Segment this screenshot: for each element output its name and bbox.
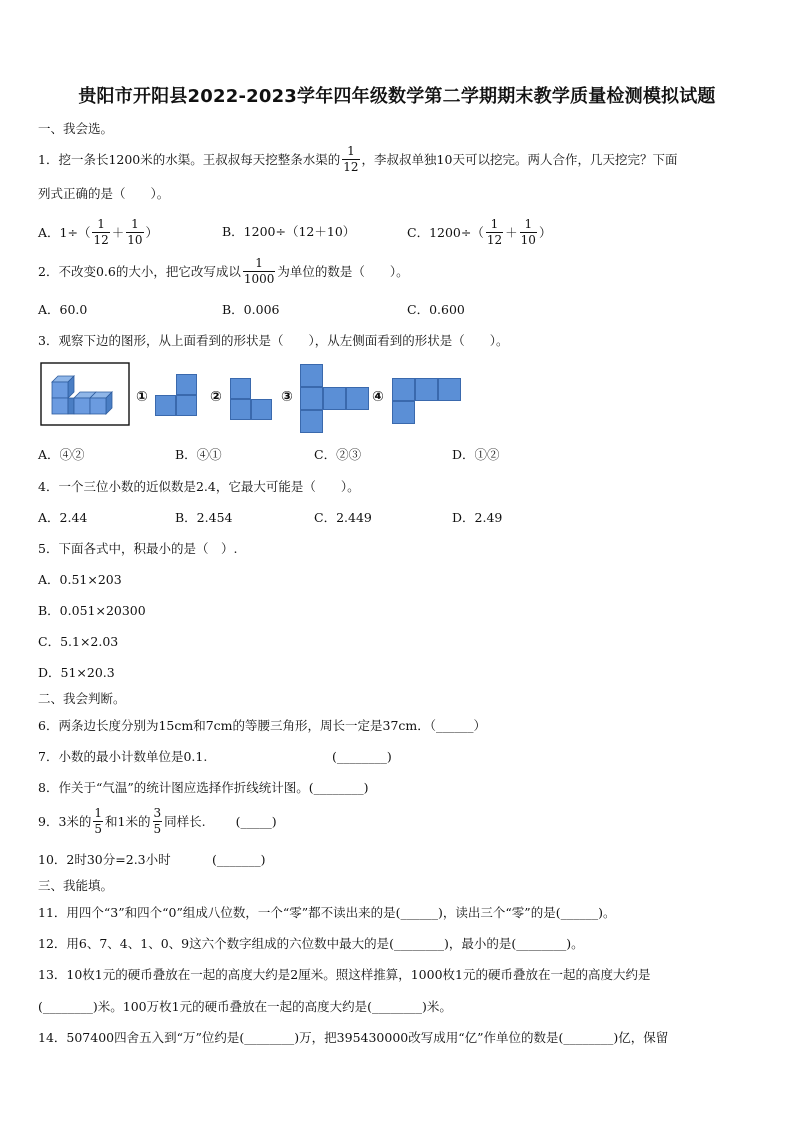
question-3-option-d[interactable]: D．①② [452,447,500,462]
question-9-text-a: 9．3米的 [38,813,92,829]
fraction [153,807,163,837]
question-5: 5．下面各式中，积最小的是（ ）. [38,541,238,556]
question-13-line1: 13．10枚1元的硬币叠放在一起的高度大约是2厘米。照这样推算，1000枚1元的硬币叠放在一起的高度大约是 [38,967,651,982]
question-3-option-c[interactable]: C．②③ [314,447,362,462]
view-label-4: ④ [372,389,384,405]
question-2-option-a[interactable]: A．60.0 [38,302,88,317]
question-4: 4．一个三位小数的近似数是2.4，它最大可能是（ ）。 [38,479,360,494]
question-1-text-a: 1．挖一条长1200米的水渠。王叔叔每天挖整条水渠的 [38,151,341,167]
question-4-option-d[interactable]: D．2.49 [452,510,503,525]
fraction [126,218,143,248]
question-3-option-b[interactable]: B．④① [175,447,222,462]
view-label-3: ③ [281,389,293,405]
fraction-denominator: 12 [486,233,503,247]
fraction-numerator: 3 [153,806,162,821]
question-1-line2: 列式正确的是（ ）。 [38,186,170,201]
question-4-option-a[interactable]: A．2.44 [38,510,88,525]
question-3-figures [38,362,558,432]
section-heading-2: 二、我会判断。 [38,691,126,706]
fraction [486,218,503,248]
question-7-answer-blank[interactable]: (________) [332,749,392,764]
question-4-option-b[interactable]: B．2.454 [175,510,233,525]
question-9-answer-blank[interactable]: (_____) [235,813,277,829]
page-title: 贵阳市开阳县2022-2023学年四年级数学第二学期期末教学质量检测模拟试题 [78,86,716,107]
plus-sign: ＋ [505,224,518,240]
question-2-text-b: 为单位的数是（ ）。 [277,263,409,279]
question-2 [38,254,409,290]
fraction-denominator: 12 [343,160,359,174]
question-3: 3．观察下边的图形，从上面看到的形状是（ ），从左侧面看到的形状是（ ）。 [38,333,509,348]
question-1-option-c[interactable] [407,215,551,251]
fraction-numerator: 1 [94,806,103,821]
option-text: ） [145,224,159,240]
fraction-numerator: 1 [97,217,105,232]
question-1-text-b: ，李叔叔单独10天可以挖完。两人合作，几天挖完？下面 [361,151,678,167]
fraction [92,218,109,248]
fraction-denominator: 10 [127,233,143,247]
question-3-option-a[interactable]: A．④② [38,447,85,462]
fraction-denominator: 5 [153,822,162,836]
option-text: ） [538,224,552,240]
section-heading-1: 一、我会选。 [38,121,114,136]
view-label-1: ① [136,389,148,405]
option-text: C．1200÷（ [407,224,484,240]
fraction-numerator: 1 [255,256,263,271]
fraction-numerator: 1 [490,217,499,232]
question-2-option-b[interactable]: B．0.006 [222,302,280,317]
question-1 [38,142,677,178]
question-2-option-c[interactable]: C．0.600 [407,302,465,317]
fraction-denominator: 10 [520,233,536,247]
fraction-denominator: 12 [93,233,109,247]
fraction-numerator: 1 [347,144,355,159]
option-text: A．1÷（ [38,224,91,240]
plus-sign: ＋ [111,224,125,240]
question-1-option-b[interactable]: B．1200÷（12＋10） [222,224,356,239]
fraction-denominator: 5 [94,822,103,836]
fraction-numerator: 1 [524,217,533,232]
question-13-line2: (________)米。100万枚1元的硬币叠放在一起的高度大约是(________)米。 [38,999,452,1014]
question-11: 11．用四个“3”和四个“0”组成八位数，一个“零”都不读出来的是(______)，读出三个“零”的是(______)。 [38,905,616,920]
fraction-numerator: 1 [131,217,139,232]
question-1-option-a[interactable] [38,215,158,251]
question-5-option-b[interactable]: B．0.051×20300 [38,603,146,618]
question-7: 7．小数的最小计数单位是0.1. [38,749,208,764]
cube-solid-figure [40,362,130,426]
fraction [520,218,537,248]
question-14: 14．507400四舍五入到“万”位约是(________)万，把395430000改写成用“亿”作单位的数是(________)亿，保留 [38,1030,669,1045]
fraction [243,257,276,287]
question-10: 10．2时30分=2.3小时 [38,852,171,867]
question-2-text-a: 2．不改变0.6的大小，把它改写成以 [38,263,241,279]
question-10-answer-blank[interactable]: (_______) [212,852,266,867]
question-5-option-c[interactable]: C．5.1×2.03 [38,634,119,649]
question-8: 8．作关于“气温”的统计图应选择作折线统计图。(________) [38,780,369,795]
question-5-option-a[interactable]: A．0.51×203 [38,572,122,587]
section-heading-3: 三、我能填。 [38,878,114,893]
question-9-text-b: 和1米的 [105,813,151,829]
view-label-2: ② [210,389,222,405]
question-5-option-d[interactable]: D．51×20.3 [38,665,115,680]
fraction-denominator: 1000 [243,272,275,286]
question-6: 6．两条边长度分别为15cm和7cm的等腰三角形，周长一定是37cm．（______） [38,718,487,733]
fraction [342,145,359,175]
question-9-text-c: 同样长. [164,813,206,829]
question-12: 12．用6、7、4、1、0、9这六个数字组成的六位数中最大的是(________)，最小的是(________)。 [38,936,584,951]
question-9 [38,803,277,841]
question-4-option-c[interactable]: C．2.449 [314,510,372,525]
fraction [93,807,103,837]
